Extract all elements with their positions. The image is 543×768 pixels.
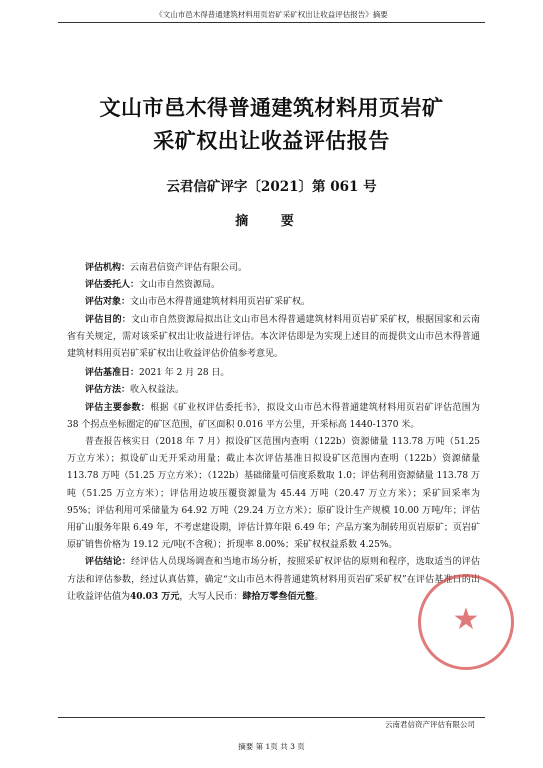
conclusion-paragraph [67, 554, 480, 606]
client-key: 评估委托人： [85, 280, 140, 291]
document-number: 云君信矿评字〔2021〕第 061 号 [166, 179, 377, 195]
object-line [67, 294, 480, 311]
params-value: 根据《矿业权评估委托书》，拟设文山市邑木得普通建筑材料用页岩矿评估范围为 38 个拐点坐标圈定的矿区范围，矿区面积 0.016 平方公里，开采标高 1440-1370 米。 [67, 402, 480, 430]
params-key: 评估主要参数： [85, 402, 151, 413]
abstract-body [67, 260, 480, 606]
survey-paragraph [67, 434, 480, 554]
header-divider [58, 22, 485, 23]
star-icon: ★ [452, 602, 480, 637]
abstract-heading: 摘 要 [235, 214, 308, 229]
org-value: 云南君信资产评估有限公司。 [130, 263, 248, 273]
method-value: 收入权益法。 [130, 385, 185, 396]
conclusion-amount: 40.03 万元 [130, 591, 180, 602]
purpose-key: 评估目的： [85, 314, 131, 325]
client-line [67, 277, 480, 294]
purpose-value: 文山市自然资源局拟出让文山市邑木得普通建筑材料用页岩矿采矿权，根据国家和云南省有关规定，需对该采矿权出让收益进行评估。本次评估即是为实现上述目的而提供文山市邑木得普通建筑材料用页岩矿采矿权出让收益评估价值参考意见。 [67, 314, 480, 360]
client-value: 文山市自然资源局。 [139, 280, 221, 291]
conclusion-words: 肆拾万零叁佰元整 [242, 591, 315, 602]
footer-company: 云南君信资产评估有限公司 [385, 720, 475, 729]
method-line [67, 382, 480, 399]
survey-value: 普查报告核实日（2018 年 7 月）拟设矿区范围内查明（122b）资源储量 113.78 万吨（51.25 万立方米）；拟设矿山无开采动用量；截止本次评估基准日拟设矿区范围内查明（122b）资源储量 113.78 万吨（51.25 万立方米）；（122b）基础储量可信度系数取 1.0；评估利用资源储量 113.78 万吨（51.25 万立方米）；评估用边坡压覆资源量为 45.44 万吨（20.47 万立方米）；采矿回采率为 95%；评估利用可采储量为 64.92 万吨（29.24 万立方米）；原矿设计生产规模 10.00 万吨/年；评估用矿山服务年限 6.49 年，不考虑建设期，评估计算年限 6.49 年；产品方案为制砖用页岩原矿；页岩矿原矿销售价格为 19.12 元/吨(不含税）；折现率 8.00%；采矿权权益系数 4.25%。 [67, 437, 480, 551]
conclusion-end: 。 [314, 591, 324, 602]
params-paragraph [67, 400, 480, 434]
org-line [67, 260, 480, 277]
object-value: 文山市邑木得普通建筑材料用页岩矿采矿权。 [130, 297, 311, 308]
object-key: 评估对象： [85, 297, 131, 308]
base-date-line [67, 365, 480, 382]
base-date-value: 2021 年 2 月 28 日。 [139, 368, 230, 379]
org-key: 评估机构： [85, 263, 131, 273]
report-title-line2: 采矿权出让收益评估报告 [153, 128, 390, 153]
conclusion-key: 评估结论： [85, 557, 131, 568]
conclusion-text-a: 经评估人员现场调查和当地市场分析，按照采矿权评估的原则和程序，选取适当的评估方法和评估参数，经过认真估算，确定“文山市邑木得普通建筑材料用页岩矿采矿权”在评估基准日的出让收益评估值为 [67, 557, 480, 602]
page-number: 摘要 第 1页 共 3 页 [238, 742, 305, 751]
method-key: 评估方法： [85, 385, 131, 396]
footer-divider [58, 717, 485, 718]
conclusion-text-b: ，大写人民币： [179, 591, 243, 602]
purpose-paragraph [67, 312, 480, 364]
base-date-key: 评估基准日： [85, 368, 140, 379]
running-header: 《文山市邑木得普通建筑材料用页岩矿采矿权出让收益评估报告》摘要 [155, 10, 388, 19]
report-title-line1: 文山市邑木得普通建筑材料用页岩矿 [99, 95, 444, 120]
